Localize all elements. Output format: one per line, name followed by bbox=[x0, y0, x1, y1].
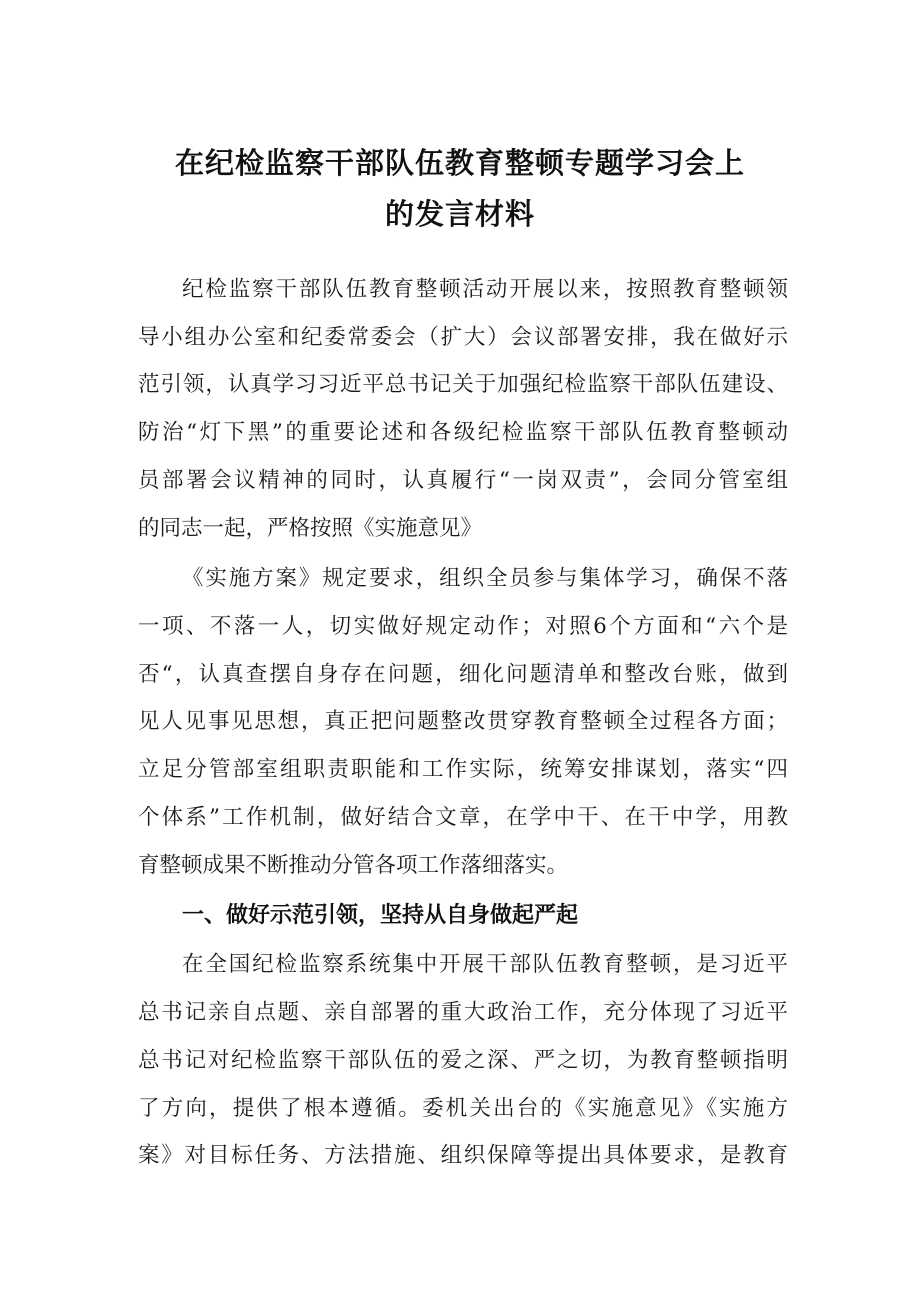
paragraph-2-line-5: 立足分管部室组职责职能和工作实际，统筹安排谋划，落实“四 bbox=[138, 757, 788, 782]
paragraph-3-line-3: 总书记对纪检监察干部队伍的爱之深、严之切，为教育整顿指明 bbox=[138, 1048, 788, 1073]
document-title-line-2: 的发言材料 bbox=[384, 197, 535, 231]
paragraph-3-line-5: 案》对目标任务、方法措施、组织保障等提出具体要求，是教育 bbox=[138, 1143, 788, 1168]
paragraph-1-line-1: 纪检监察干部队伍教育整顿活动开展以来，按照教育整顿领 bbox=[182, 277, 788, 302]
paragraph-2-line-2: 一项、不落一人，切实做好规定动作；对照6个方面和“六个是 bbox=[138, 614, 788, 639]
paragraph-2-line-6: 个体系”工作机制，做好结合文章，在学中干、在干中学，用教 bbox=[138, 805, 788, 830]
paragraph-1-line-3: 范引领，认真学习习近平总书记关于加强纪检监察干部队伍建设、 bbox=[138, 372, 788, 397]
paragraph-1-line-6: 的同志一起，严格按照《实施意见》 bbox=[138, 516, 483, 541]
paragraph-2-line-3: 否“，认真查摆自身存在问题，细化问题清单和整改台账，做到 bbox=[138, 662, 788, 687]
paragraph-1-line-2: 导小组办公室和纪委常委会（扩大）会议部署安排，我在做好示 bbox=[138, 325, 788, 350]
document-title-line-1: 在纪检监察干部队伍教育整顿专题学习会上 bbox=[174, 146, 745, 180]
paragraph-2-line-4: 见人见事见思想，真正把问题整改贯穿教育整顿全过程各方面； bbox=[138, 709, 788, 734]
paragraph-3-line-4: 了方向，提供了根本遵循。委机关出台的《实施意见》《实施方 bbox=[138, 1096, 788, 1121]
paragraph-1-line-5: 员部署会议精神的同时，认真履行“一岗双责”，会同分管室组 bbox=[138, 468, 788, 493]
paragraph-3-line-2: 总书记亲自点题、亲自部署的重大政治工作，充分体现了习近平 bbox=[138, 1000, 788, 1025]
section-heading-1: 一、做好示范引领，坚持从自身做起严起 bbox=[182, 903, 579, 928]
paragraph-2-line-1: 《实施方案》规定要求，组织全员参与集体学习，确保不落 bbox=[182, 566, 788, 591]
paragraph-2-line-7: 育整顿成果不断推动分管各项工作落细落实。 bbox=[138, 853, 569, 878]
paragraph-1-line-4: 防治“灯下黑”的重要论述和各级纪检监察干部队伍教育整顿动 bbox=[138, 420, 788, 445]
paragraph-3-line-1: 在全国纪检监察系统集中开展干部队伍教育整顿，是习近平 bbox=[182, 952, 788, 977]
